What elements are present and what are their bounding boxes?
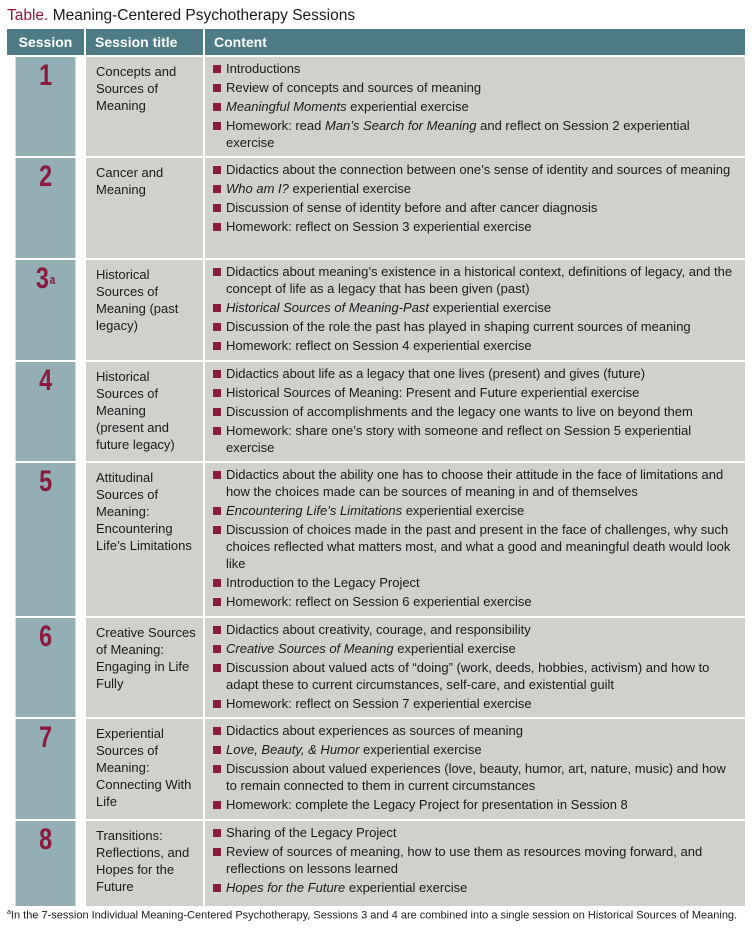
session-title: Historical Sources of Meaning (present and future legacy) bbox=[85, 361, 204, 462]
session-content bbox=[204, 157, 745, 259]
content-item bbox=[213, 574, 737, 591]
header-content: Content bbox=[204, 29, 745, 56]
content-item bbox=[213, 218, 737, 235]
content-item bbox=[213, 695, 737, 712]
content-item-text: experiential exercise bbox=[345, 880, 468, 895]
square-bullet-icon bbox=[213, 304, 221, 312]
square-bullet-icon bbox=[213, 765, 221, 773]
session-row bbox=[7, 157, 745, 259]
session-title: Concepts and Sources of Meaning bbox=[85, 56, 204, 157]
session-row bbox=[7, 56, 745, 157]
session-number-value: 3 bbox=[35, 262, 49, 295]
content-item bbox=[213, 722, 737, 739]
square-bullet-icon bbox=[213, 370, 221, 378]
content-item-text: Discussion of sense of identity before and after cancer diagnosis bbox=[226, 200, 598, 215]
session-content bbox=[204, 56, 745, 157]
content-item bbox=[213, 318, 737, 335]
session-number bbox=[16, 157, 77, 259]
content-item-text: Review of sources of meaning, how to use them as resources moving forward, and reflections on lessons learned bbox=[226, 844, 703, 876]
session-row bbox=[7, 617, 745, 718]
content-item bbox=[213, 521, 737, 572]
square-bullet-icon bbox=[213, 84, 221, 92]
session-title: Attitudinal Sources of Meaning: Encountering Life’s Limitations bbox=[85, 462, 204, 617]
sessions-table bbox=[7, 29, 745, 906]
session-number-value: 8 bbox=[39, 823, 53, 856]
table-label: Table. bbox=[7, 7, 49, 24]
session-number bbox=[16, 462, 77, 617]
content-item-text: Homework: reflect on Session 3 experiential exercise bbox=[226, 219, 532, 234]
session-content bbox=[204, 259, 745, 361]
content-item-text: Historical Sources of Meaning: Present and Future experiential exercise bbox=[226, 385, 640, 400]
content-item-text: experiential exercise bbox=[288, 181, 411, 196]
content-item bbox=[213, 98, 737, 115]
content-item-italic-text: Man’s Search for Meaning bbox=[324, 118, 477, 133]
square-bullet-icon bbox=[213, 166, 221, 174]
footnote-marker: a bbox=[7, 909, 11, 916]
table-title: Meaning-Centered Psychotherapy Sessions bbox=[52, 7, 356, 24]
session-number-value: 7 bbox=[39, 721, 53, 754]
content-item-text: Homework: complete the Legacy Project for presentation in Session 8 bbox=[226, 797, 628, 812]
square-bullet-icon bbox=[213, 579, 221, 587]
content-item-text: Homework: share one’s story with someone and reflect on Session 5 experiential exercise bbox=[226, 423, 692, 455]
content-item-text: Didactics about life as a legacy that one lives (present) and gives (future) bbox=[226, 366, 646, 381]
square-bullet-icon bbox=[213, 645, 221, 653]
content-item bbox=[213, 365, 737, 382]
square-bullet-icon bbox=[213, 507, 221, 515]
content-item bbox=[213, 466, 737, 500]
square-bullet-icon bbox=[213, 342, 221, 350]
square-bullet-icon bbox=[213, 829, 221, 837]
square-bullet-icon bbox=[213, 65, 221, 73]
content-item-text: Didactics about creativity, courage, and responsibility bbox=[226, 622, 531, 637]
content-item-text: Didactics about meaning’s existence in a historical context, definitions of legacy, and the concept of life as a legacy that has been given (past) bbox=[226, 264, 733, 296]
session-title: Historical Sources of Meaning (past legacy) bbox=[85, 259, 204, 361]
session-number-value: 4 bbox=[39, 364, 53, 397]
session-content bbox=[204, 361, 745, 462]
content-item bbox=[213, 60, 737, 77]
content-item-text: experiential exercise bbox=[359, 742, 482, 757]
square-bullet-icon bbox=[213, 122, 221, 130]
content-item-italic-text: Meaningful Moments bbox=[226, 99, 347, 114]
session-number-value: 6 bbox=[39, 620, 53, 653]
content-item-italic-text: Encountering Life’s Limitations bbox=[226, 503, 403, 518]
content-item bbox=[213, 824, 737, 841]
content-item-text: experiential exercise bbox=[346, 99, 469, 114]
session-footnote-marker: a bbox=[49, 272, 56, 287]
content-item bbox=[213, 199, 737, 216]
session-number bbox=[16, 259, 77, 361]
table-header-row bbox=[7, 29, 745, 56]
content-item bbox=[213, 263, 737, 297]
header-session-title: Session title bbox=[85, 29, 204, 56]
session-row bbox=[7, 718, 745, 820]
content-item-text: Homework: reflect on Session 7 experiential exercise bbox=[226, 696, 532, 711]
square-bullet-icon bbox=[213, 389, 221, 397]
content-item bbox=[213, 879, 737, 896]
footnote-text: In the 7-session Individual Meaning-Centered Psychotherapy, Sessions 3 and 4 are combined into a single session on Historical Sources of Meaning. bbox=[10, 909, 738, 922]
square-bullet-icon bbox=[213, 848, 221, 856]
content-item-text: Didactics about the ability one has to choose their attitude in the face of limitations and how the choices made can be sources of meaning in and of themselves bbox=[226, 467, 724, 499]
content-item bbox=[213, 384, 737, 401]
square-bullet-icon bbox=[213, 801, 221, 809]
content-item-italic-text: Hopes for the Future bbox=[226, 880, 346, 895]
content-item-text: and reflect on Session 2 experiential exercise bbox=[226, 118, 690, 150]
content-item-text: Discussion of accomplishments and the legacy one wants to live on beyond them bbox=[226, 404, 693, 419]
content-item bbox=[213, 621, 737, 638]
content-item-italic-text: Historical Sources of Meaning-Past bbox=[226, 300, 430, 315]
content-item-text: Homework: read bbox=[226, 118, 325, 133]
session-number bbox=[16, 361, 77, 462]
content-item bbox=[213, 403, 737, 420]
square-bullet-icon bbox=[213, 103, 221, 111]
content-item bbox=[213, 337, 737, 354]
content-item-text: Introduction to the Legacy Project bbox=[226, 575, 420, 590]
content-item-text: Sharing of the Legacy Project bbox=[226, 825, 397, 840]
session-row bbox=[7, 462, 745, 617]
session-number bbox=[16, 617, 77, 718]
session-row bbox=[7, 361, 745, 462]
square-bullet-icon bbox=[213, 526, 221, 534]
session-number bbox=[16, 718, 77, 820]
content-item-text: Discussion about valued acts of “doing” (work, deeds, hobbies, activism) and how to adapt these to current circumstances, self-care, and existential guilt bbox=[226, 660, 710, 692]
content-item-italic-text: Love, Beauty, & Humor bbox=[226, 742, 360, 757]
content-item-text: Homework: reflect on Session 6 experiential exercise bbox=[226, 594, 532, 609]
content-item-text: Homework: reflect on Session 4 experiential exercise bbox=[226, 338, 532, 353]
header-session: Session bbox=[7, 29, 85, 56]
content-item bbox=[213, 79, 737, 96]
content-item-text: Didactics about experiences as sources of meaning bbox=[226, 723, 523, 738]
session-title: Transitions: Reflections, and Hopes for the Future bbox=[85, 820, 204, 906]
content-item bbox=[213, 796, 737, 813]
square-bullet-icon bbox=[213, 727, 221, 735]
content-item-text: Review of concepts and sources of meaning bbox=[226, 80, 482, 95]
square-bullet-icon bbox=[213, 471, 221, 479]
square-bullet-icon bbox=[213, 185, 221, 193]
footnote bbox=[7, 906, 745, 923]
square-bullet-icon bbox=[213, 664, 221, 672]
session-content bbox=[204, 617, 745, 718]
content-item-text: experiential exercise bbox=[429, 300, 552, 315]
content-item-italic-text: Who am I? bbox=[226, 181, 289, 196]
content-item bbox=[213, 741, 737, 758]
content-item bbox=[213, 760, 737, 794]
square-bullet-icon bbox=[213, 884, 221, 892]
square-bullet-icon bbox=[213, 427, 221, 435]
table-caption bbox=[7, 6, 355, 26]
content-item bbox=[213, 843, 737, 877]
content-item bbox=[213, 502, 737, 519]
square-bullet-icon bbox=[213, 408, 221, 416]
square-bullet-icon bbox=[213, 700, 221, 708]
content-item-text: Discussion about valued experiences (love, beauty, humor, art, nature, music) and how to remain connected to them in current circumstances bbox=[226, 761, 726, 793]
session-title: Creative Sources of Meaning: Engaging in Life Fully bbox=[85, 617, 204, 718]
square-bullet-icon bbox=[213, 598, 221, 606]
session-content bbox=[204, 820, 745, 906]
square-bullet-icon bbox=[213, 223, 221, 231]
content-item bbox=[213, 180, 737, 197]
session-number bbox=[16, 820, 77, 906]
content-item-text: Introductions bbox=[226, 61, 301, 76]
square-bullet-icon bbox=[213, 268, 221, 276]
square-bullet-icon bbox=[213, 746, 221, 754]
session-title: Cancer and Meaning bbox=[85, 157, 204, 259]
square-bullet-icon bbox=[213, 323, 221, 331]
session-title: Experiential Sources of Meaning: Connecting With Life bbox=[85, 718, 204, 820]
content-item bbox=[213, 117, 737, 151]
session-content bbox=[204, 718, 745, 820]
session-content bbox=[204, 462, 745, 617]
session-row bbox=[7, 820, 745, 906]
session-number-value: 2 bbox=[39, 160, 53, 193]
content-item-text: experiential exercise bbox=[393, 641, 516, 656]
content-item-italic-text: Creative Sources of Meaning bbox=[226, 641, 394, 656]
content-item-text: Didactics about the connection between one’s sense of identity and sources of meaning bbox=[226, 162, 731, 177]
content-item bbox=[213, 299, 737, 316]
content-item-text: experiential exercise bbox=[402, 503, 525, 518]
square-bullet-icon bbox=[213, 626, 221, 634]
session-number-value: 1 bbox=[39, 59, 53, 92]
session-number-value: 5 bbox=[39, 465, 53, 498]
content-item bbox=[213, 161, 737, 178]
square-bullet-icon bbox=[213, 204, 221, 212]
content-item bbox=[213, 422, 737, 456]
content-item bbox=[213, 659, 737, 693]
content-item-text: Discussion of choices made in the past and present in the face of challenges, why such choices reflected what matters most, and what a good and meaningful death would look like bbox=[226, 522, 731, 571]
session-number bbox=[16, 56, 77, 157]
content-item bbox=[213, 593, 737, 610]
session-row bbox=[7, 259, 745, 361]
content-item-text: Discussion of the role the past has played in shaping current sources of meaning bbox=[226, 319, 691, 334]
content-item bbox=[213, 640, 737, 657]
